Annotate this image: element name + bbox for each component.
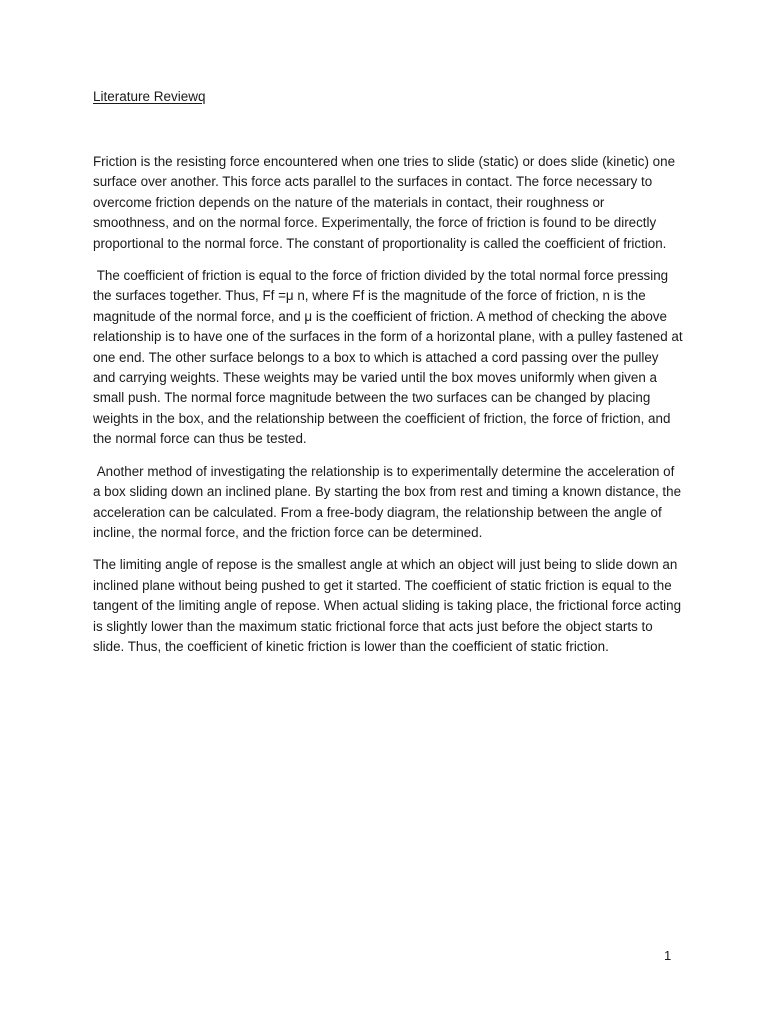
paragraph-coefficient-of-friction: The coefficient of friction is equal to the force of friction divided by the total normal force pressing the surfaces together. Thus, Ff =μ n, where Ff is the magnitude of the force of friction, n is the magnitude of the normal force, and μ is the coefficient of friction. A method of checking the above relationship is to have one of the surfaces in the form of a horizontal plane, with a pulley fastened at one end. The other surface belongs to a box to which is attached a cord passing over the pulley and carrying weights. These weights may be varied until the box moves uniformly when given a small push. The normal force magnitude between the two surfaces can be changed by placing weights in the box, and the relationship between the coefficient of friction, the force of friction, and the normal force can thus be tested. (93, 268, 687, 447)
document-body (93, 152, 687, 669)
paragraph-friction-definition: Friction is the resisting force encountered when one tries to slide (static) or does slide (kinetic) one surface over another. This force acts parallel to the surfaces in contact. The force necessary to overcome friction depends on the nature of the materials in contact, their roughness or smoothness, and on the normal force. Experimentally, the force of friction is found to be directly proportional to the normal force. The constant of proportionality is called the coefficient of friction. (93, 154, 679, 251)
paragraph-angle-of-repose: The limiting angle of repose is the smallest angle at which an object will just being to slide down an inclined plane without being pushed to get it started. The coefficient of static friction is equal to the tangent of the limiting angle of repose. When actual sliding is taking place, the frictional force acting is slightly lower than the maximum static frictional force that acts just before the object starts to slide. Thus, the coefficient of kinetic friction is lower than the coefficient of static friction. (93, 557, 685, 654)
paragraph-inclined-plane-method: Another method of investigating the relationship is to experimentally determine the acceleration of a box sliding down an inclined plane. By starting the box from rest and timing a known distance, the acceleration can be calculated. From a free-body diagram, the relationship between the angle of incline, the normal force, and the friction force can be determined. (93, 463, 685, 540)
page-number: 1 (664, 948, 672, 963)
document-title: Literature Reviewq (93, 89, 206, 104)
